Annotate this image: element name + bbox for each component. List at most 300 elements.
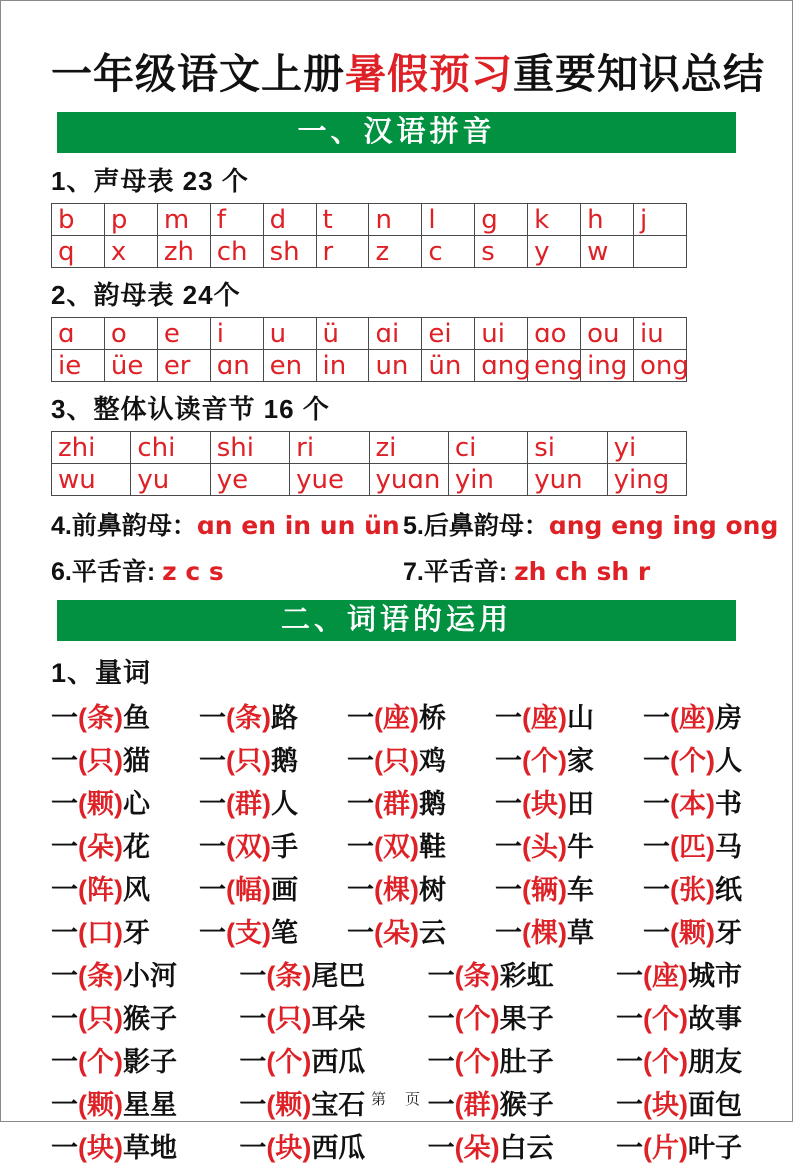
page-title xyxy=(51,41,765,100)
measure-word: (双) xyxy=(374,832,419,862)
note-flat-tongue xyxy=(51,552,403,588)
noun: 牙 xyxy=(122,918,150,948)
note-value: z c s xyxy=(162,557,224,586)
whole-syllables-table xyxy=(51,431,687,496)
measure-word: (口) xyxy=(78,918,123,948)
measure-word-item xyxy=(239,961,365,991)
measure-word: (个) xyxy=(266,1047,312,1077)
section1-banner: 一、汉语拼音 xyxy=(57,112,736,153)
measure-word-row xyxy=(51,918,742,948)
pinyin-cell: o xyxy=(104,318,157,350)
measure-word: (只) xyxy=(226,746,271,776)
measure-word-item xyxy=(643,875,742,905)
measure-word-row xyxy=(51,832,742,862)
measure-word-item xyxy=(51,1133,177,1163)
measure-word-item xyxy=(643,918,742,948)
pinyin-cell: c xyxy=(422,236,475,268)
pinyin-cell: ch xyxy=(210,236,263,268)
measure-word: (块) xyxy=(266,1133,312,1163)
pinyin-cell: x xyxy=(104,236,157,268)
numeral: 一 xyxy=(427,1090,455,1120)
numeral: 一 xyxy=(51,789,78,819)
numeral: 一 xyxy=(495,832,522,862)
numeral: 一 xyxy=(427,1047,455,1077)
measure-word-item xyxy=(495,789,594,819)
pinyin-cell: si xyxy=(528,432,607,464)
noun: 猴子 xyxy=(499,1090,554,1120)
pinyin-table-row xyxy=(52,350,687,382)
measure-word-row xyxy=(51,1047,742,1077)
initials-label: 1、声母表 23 个 xyxy=(51,166,249,196)
numeral: 一 xyxy=(427,961,455,991)
pinyin-cell: j xyxy=(633,204,686,236)
pinyin-cell: u xyxy=(263,318,316,350)
measure-word: (颗) xyxy=(266,1090,312,1120)
numeral: 一 xyxy=(643,746,670,776)
numeral: 一 xyxy=(199,703,226,733)
title-part2: 重要知识总结 xyxy=(513,51,765,97)
noun: 手 xyxy=(270,832,298,862)
title-highlight: 暑假预习 xyxy=(345,51,513,97)
noun: 猫 xyxy=(122,746,150,776)
measure-word-row xyxy=(51,703,742,733)
measure-word-item xyxy=(51,832,150,862)
numeral: 一 xyxy=(199,789,226,819)
pinyin-notes xyxy=(51,506,779,588)
noun: 马 xyxy=(714,832,742,862)
measure-word-item xyxy=(495,918,594,948)
noun: 牙 xyxy=(714,918,742,948)
pinyin-cell: ci xyxy=(448,432,527,464)
numeral: 一 xyxy=(51,832,78,862)
noun: 草 xyxy=(566,918,594,948)
pinyin-cell: üe xyxy=(104,350,157,382)
measure-word-item xyxy=(643,746,742,776)
measure-word: (个) xyxy=(522,746,567,776)
noun: 车 xyxy=(566,875,594,905)
measure-word-item xyxy=(347,703,446,733)
pinyin-cell: ɑ xyxy=(52,318,105,350)
measure-word: (片) xyxy=(642,1133,688,1163)
noun: 肚子 xyxy=(499,1047,554,1077)
pinyin-cell: f xyxy=(210,204,263,236)
pinyin-cell: in xyxy=(316,350,369,382)
noun: 鹅 xyxy=(270,746,298,776)
pinyin-cell: eng xyxy=(528,350,581,382)
numeral: 一 xyxy=(347,789,374,819)
noun: 人 xyxy=(714,746,742,776)
numeral: 一 xyxy=(615,1047,643,1077)
noun: 心 xyxy=(122,789,150,819)
measure-word-item xyxy=(428,1047,554,1077)
numeral: 一 xyxy=(615,1090,643,1120)
numeral: 一 xyxy=(643,918,670,948)
noun: 纸 xyxy=(714,875,742,905)
noun: 云 xyxy=(418,918,446,948)
numeral: 一 xyxy=(643,789,670,819)
pinyin-cell: ɑo xyxy=(528,318,581,350)
measure-word-item xyxy=(428,1004,554,1034)
measure-word: (条) xyxy=(78,961,123,991)
pinyin-cell: ɑng xyxy=(475,350,528,382)
measure-word-item xyxy=(51,1047,177,1077)
measure-word-item xyxy=(199,789,298,819)
numeral: 一 xyxy=(239,1090,267,1120)
pinyin-cell: k xyxy=(528,204,581,236)
measure-word: (只) xyxy=(78,746,123,776)
noun: 桥 xyxy=(418,703,446,733)
measure-word-item xyxy=(616,1004,742,1034)
measure-word: (颗) xyxy=(78,1090,123,1120)
measure-word: (辆) xyxy=(522,875,567,905)
noun: 小河 xyxy=(122,961,177,991)
measure-word: (块) xyxy=(642,1090,688,1120)
note-retroflex xyxy=(403,552,778,588)
pinyin-cell: iu xyxy=(633,318,686,350)
measure-word: (个) xyxy=(454,1004,500,1034)
measure-word: (座) xyxy=(374,703,419,733)
measure-word-item xyxy=(347,875,446,905)
pinyin-cell: yu xyxy=(131,464,210,496)
noun: 西瓜 xyxy=(311,1047,366,1077)
pinyin-cell: wu xyxy=(52,464,131,496)
measure-word: (双) xyxy=(226,832,271,862)
pinyin-cell: p xyxy=(104,204,157,236)
numeral: 一 xyxy=(51,961,78,991)
measure-word: (个) xyxy=(78,1047,123,1077)
numeral: 一 xyxy=(495,703,522,733)
note-label: 6.平舌音: xyxy=(51,558,163,586)
pinyin-cell: i xyxy=(210,318,263,350)
measure-word: (座) xyxy=(670,703,715,733)
numeral: 一 xyxy=(51,1047,78,1077)
numeral: 一 xyxy=(51,703,78,733)
pinyin-cell: zi xyxy=(369,432,448,464)
page-content xyxy=(1,41,792,1163)
measure-word: (颗) xyxy=(78,789,123,819)
measure-word: (棵) xyxy=(374,875,419,905)
pinyin-cell: ou xyxy=(581,318,634,350)
pinyin-cell: zhi xyxy=(52,432,131,464)
measure-word: (块) xyxy=(78,1133,123,1163)
noun: 路 xyxy=(270,703,298,733)
measure-word: (只) xyxy=(374,746,419,776)
noun: 房 xyxy=(714,703,742,733)
numeral: 一 xyxy=(51,746,78,776)
noun: 城市 xyxy=(687,961,742,991)
measure-word: (朵) xyxy=(78,832,123,862)
noun: 故事 xyxy=(687,1004,742,1034)
numeral: 一 xyxy=(239,1133,267,1163)
measure-word-row xyxy=(51,875,742,905)
pinyin-cell: chi xyxy=(131,432,210,464)
pinyin-cell: y xyxy=(528,236,581,268)
measure-word-item xyxy=(199,918,298,948)
measure-word-row xyxy=(51,746,742,776)
noun: 星星 xyxy=(122,1090,177,1120)
measure-word-row xyxy=(51,789,742,819)
pinyin-cell: e xyxy=(157,318,210,350)
noun: 鹅 xyxy=(418,789,446,819)
measure-word-item xyxy=(428,961,554,991)
pinyin-cell: m xyxy=(157,204,210,236)
pinyin-cell: ie xyxy=(52,350,105,382)
measure-word: (朵) xyxy=(374,918,419,948)
measure-word-item xyxy=(51,918,150,948)
measure-word: (群) xyxy=(374,789,419,819)
pinyin-cell: shi xyxy=(210,432,289,464)
measure-word-item xyxy=(51,703,150,733)
pinyin-cell: g xyxy=(475,204,528,236)
numeral: 一 xyxy=(239,1047,267,1077)
noun: 鞋 xyxy=(418,832,446,862)
noun: 朋友 xyxy=(687,1047,742,1077)
numeral: 一 xyxy=(199,832,226,862)
pinyin-cell: yue xyxy=(290,464,369,496)
pinyin-cell: ɑi xyxy=(369,318,422,350)
noun: 面包 xyxy=(687,1090,742,1120)
measure-word-item xyxy=(199,875,298,905)
measure-word-item xyxy=(51,789,150,819)
measure-word: (朵) xyxy=(454,1133,500,1163)
measure-word-item xyxy=(495,703,594,733)
measure-word: (颗) xyxy=(670,918,715,948)
numeral: 一 xyxy=(199,918,226,948)
numeral: 一 xyxy=(427,1133,455,1163)
noun: 画 xyxy=(270,875,298,905)
pinyin-cell: un xyxy=(369,350,422,382)
pinyin-cell: r xyxy=(316,236,369,268)
title-part1: 一年级语文上册 xyxy=(51,51,345,97)
measure-word: (幅) xyxy=(226,875,271,905)
measure-word-item xyxy=(239,1047,365,1077)
numeral: 一 xyxy=(347,746,374,776)
pinyin-cell: h xyxy=(581,204,634,236)
measure-word: (条) xyxy=(78,703,123,733)
measure-word: (群) xyxy=(226,789,271,819)
pinyin-cell: n xyxy=(369,204,422,236)
note-value: ɑng eng ing ong xyxy=(548,511,779,540)
noun: 果子 xyxy=(499,1004,554,1034)
noun: 家 xyxy=(566,746,594,776)
measure-word-row xyxy=(51,1004,742,1034)
numeral: 一 xyxy=(495,789,522,819)
noun: 彩虹 xyxy=(499,961,554,991)
pinyin-cell: s xyxy=(475,236,528,268)
noun: 尾巴 xyxy=(311,961,366,991)
measure-word-item xyxy=(428,1133,554,1163)
measure-word: (个) xyxy=(642,1047,688,1077)
pinyin-cell: ü xyxy=(316,318,369,350)
measure-word: (只) xyxy=(266,1004,312,1034)
noun: 笔 xyxy=(270,918,298,948)
measure-word-item xyxy=(495,875,594,905)
numeral: 一 xyxy=(239,961,267,991)
numeral: 一 xyxy=(615,961,643,991)
measure-word-row xyxy=(51,961,742,991)
measure-word-item xyxy=(51,875,150,905)
pinyin-cell: w xyxy=(581,236,634,268)
pinyin-cell: yi xyxy=(607,432,686,464)
noun: 牛 xyxy=(566,832,594,862)
measure-word: (本) xyxy=(670,789,715,819)
noun: 书 xyxy=(714,789,742,819)
measure-word-item xyxy=(616,1047,742,1077)
pinyin-cell: d xyxy=(263,204,316,236)
pinyin-cell: z xyxy=(369,236,422,268)
measure-word-item xyxy=(616,961,742,991)
numeral: 一 xyxy=(347,832,374,862)
measure-word-item xyxy=(347,789,446,819)
note-label: 7.平舌音: xyxy=(403,558,515,586)
pinyin-table-row xyxy=(52,432,687,464)
measure-word: (条) xyxy=(226,703,271,733)
measure-word: (匹) xyxy=(670,832,715,862)
measure-word-item xyxy=(51,746,150,776)
measure-word: (张) xyxy=(670,875,715,905)
measure-word-item xyxy=(239,1133,365,1163)
finals-label: 2、韵母表 24个 xyxy=(51,280,241,310)
pinyin-table-row xyxy=(52,236,687,268)
pinyin-cell: ye xyxy=(210,464,289,496)
noun: 白云 xyxy=(499,1133,554,1163)
measure-word-item xyxy=(199,703,298,733)
pinyin-cell: q xyxy=(52,236,105,268)
pinyin-table-row xyxy=(52,464,687,496)
pinyin-table-row xyxy=(52,204,687,236)
numeral: 一 xyxy=(495,918,522,948)
numeral: 一 xyxy=(51,1090,78,1120)
noun: 影子 xyxy=(122,1047,177,1077)
measure-word-item xyxy=(51,961,177,991)
measure-word-item xyxy=(643,832,742,862)
measure-word-item xyxy=(643,789,742,819)
measure-word: (个) xyxy=(454,1047,500,1077)
noun: 耳朵 xyxy=(311,1004,366,1034)
pinyin-cell: ɑn xyxy=(210,350,263,382)
noun: 鸡 xyxy=(418,746,446,776)
measure-word-item xyxy=(643,703,742,733)
numeral: 一 xyxy=(347,918,374,948)
numeral: 一 xyxy=(199,746,226,776)
pinyin-cell xyxy=(633,236,686,268)
numeral: 一 xyxy=(51,1133,78,1163)
measure-word-item xyxy=(616,1133,742,1163)
measure-word: (棵) xyxy=(522,918,567,948)
measure-word-item xyxy=(347,746,446,776)
measure-word: (座) xyxy=(522,703,567,733)
measure-word-row xyxy=(51,1133,742,1163)
measure-word: (头) xyxy=(522,832,567,862)
page-footer: 第 页 xyxy=(370,1091,422,1108)
noun: 树 xyxy=(418,875,446,905)
pinyin-cell: yin xyxy=(448,464,527,496)
numeral: 一 xyxy=(615,1133,643,1163)
measure-word-item xyxy=(199,746,298,776)
numeral: 一 xyxy=(495,746,522,776)
measure-word: (群) xyxy=(454,1090,500,1120)
measure-word: (阵) xyxy=(78,875,123,905)
pinyin-cell: ui xyxy=(475,318,528,350)
measure-word: (条) xyxy=(266,961,312,991)
measure-word-item xyxy=(239,1004,365,1034)
pinyin-cell: yun xyxy=(528,464,607,496)
noun: 猴子 xyxy=(122,1004,177,1034)
measure-word: (块) xyxy=(522,789,567,819)
numeral: 一 xyxy=(51,1004,78,1034)
measure-word-item xyxy=(495,746,594,776)
note-label: 5.后鼻韵母： xyxy=(403,512,549,540)
noun: 鱼 xyxy=(122,703,150,733)
pinyin-cell: ong xyxy=(633,350,686,382)
numeral: 一 xyxy=(347,875,374,905)
numeral: 一 xyxy=(495,875,522,905)
pinyin-cell: yuɑn xyxy=(369,464,448,496)
note-label: 4.前鼻韵母： xyxy=(51,512,197,540)
pinyin-cell: ün xyxy=(422,350,475,382)
numeral: 一 xyxy=(51,918,78,948)
measure-word: (个) xyxy=(670,746,715,776)
pinyin-cell: en xyxy=(263,350,316,382)
pinyin-cell: ei xyxy=(422,318,475,350)
pinyin-cell: t xyxy=(316,204,369,236)
noun: 山 xyxy=(566,703,594,733)
initials-table xyxy=(51,203,687,268)
measure-word: (座) xyxy=(642,961,688,991)
measure-word-item xyxy=(495,832,594,862)
measure-word-item xyxy=(199,832,298,862)
noun: 西瓜 xyxy=(311,1133,366,1163)
measure-words-label: 1、量词 xyxy=(51,658,152,688)
measure-word: (支) xyxy=(226,918,271,948)
numeral: 一 xyxy=(615,1004,643,1034)
numeral: 一 xyxy=(51,875,78,905)
pinyin-cell: ri xyxy=(290,432,369,464)
numeral: 一 xyxy=(643,703,670,733)
pinyin-cell: er xyxy=(157,350,210,382)
noun: 人 xyxy=(270,789,298,819)
noun: 草地 xyxy=(122,1133,177,1163)
pinyin-cell: ing xyxy=(581,350,634,382)
noun: 花 xyxy=(122,832,150,862)
numeral: 一 xyxy=(643,875,670,905)
pinyin-cell: l xyxy=(422,204,475,236)
note-front-nasal xyxy=(51,506,403,542)
section2-banner: 二、词语的运用 xyxy=(57,600,736,641)
numeral: 一 xyxy=(427,1004,455,1034)
measure-word: (只) xyxy=(78,1004,123,1034)
whole-syllables-label: 3、整体认读音节 16 个 xyxy=(51,394,330,424)
finals-table xyxy=(51,317,687,382)
note-value: ɑn en in un ün xyxy=(196,511,400,540)
measure-word-item xyxy=(347,832,446,862)
note-back-nasal xyxy=(403,506,778,542)
noun: 风 xyxy=(122,875,150,905)
numeral: 一 xyxy=(239,1004,267,1034)
numeral: 一 xyxy=(199,875,226,905)
pinyin-cell: zh xyxy=(157,236,210,268)
pinyin-cell: sh xyxy=(263,236,316,268)
numeral: 一 xyxy=(643,832,670,862)
noun: 田 xyxy=(566,789,594,819)
measure-word: (个) xyxy=(642,1004,688,1034)
note-value: zh ch sh r xyxy=(514,557,651,586)
numeral: 一 xyxy=(347,703,374,733)
noun: 叶子 xyxy=(687,1133,742,1163)
pinyin-cell: b xyxy=(52,204,105,236)
measure-word-item xyxy=(51,1004,177,1034)
measure-word-item xyxy=(347,918,446,948)
